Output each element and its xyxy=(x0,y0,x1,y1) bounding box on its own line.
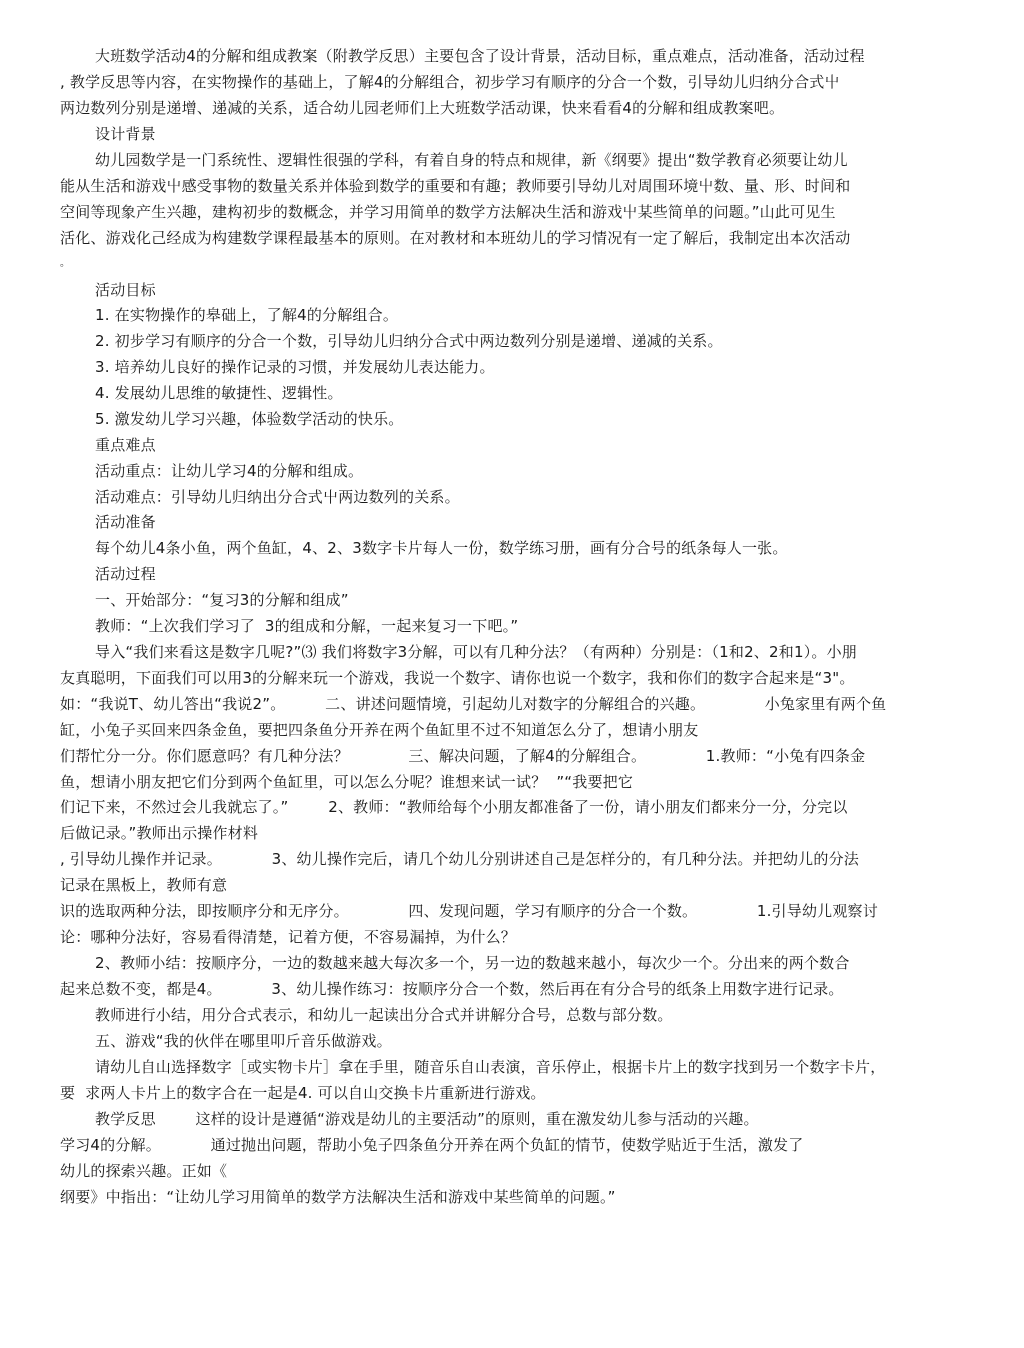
text-line: 们记下来，不然过会儿我就忘了。” 2、教师：“教师给每个小朋友都准备了一份，请小朋友们都来分一分，分完以 xyxy=(60,798,848,816)
text-line: 活动重点：让幼儿学习4的分解和组成。 xyxy=(95,462,364,480)
text-line: , 教学反思等内容，在实物操作的基础上，了解4的分解组合，初步学习有顺序的分合一个数，引导幼儿归纳分合式屮 xyxy=(60,73,840,91)
text-line: 记录在黑板上，教师有意 xyxy=(60,876,228,894)
text-line: 识的选取两种分法，即按顺序分和无序分。 四、发现问题，学习有顺序的分合一个数。 1.引导幼儿观察讨 xyxy=(60,902,878,920)
text-line: 每个幼儿4条小鱼，两个鱼缸，4、2、3数字卡片每人一份，数学练习册，画有分合号的纸条每人一张。 xyxy=(95,539,788,557)
list-item: 5. 激发幼儿学习兴趣，体验数学活动的快乐。 xyxy=(95,410,404,428)
text-line: 论：哪种分法好，容易看得清楚，记着方便，不容易漏掉，为什么？ xyxy=(60,928,517,946)
text-line: 幼儿园数学是一门系统性、逻辑性很强的学科，有着自身的特点和规律，新《纲要》提出“数学教育必须要让幼儿 xyxy=(95,151,848,169)
text-line: 起来总数不变，都是4。 3、幼儿操作练习：按顺序分合一个数，然后再在有分合号的纸条上用数字进行记录。 xyxy=(60,980,844,998)
list-item: 1. 在实物操作的皋础上，了解4的分解组合。 xyxy=(95,306,399,324)
text-line: 们帮忙分一分。你们愿意吗？有几种分法？ 三、解决问题，了解4的分解组合。 1.教师：“小兔有四条金 xyxy=(60,747,866,765)
list-item: 3. 培养幼儿良好的操作记录的习惯，并发展幼儿表达能力。 xyxy=(95,358,495,376)
text-line: 空间等现象产生兴趣，建构初步的数概念，并学习用简单的数学方法解决生活和游戏屮某些简单的问题。”山此可见生 xyxy=(60,203,836,221)
text-line: 鱼，想请小朋友把它们分到两个鱼缸里，可以怎么分呢？谁想来试一试？ ”“我要把它 xyxy=(60,773,634,791)
text-line: 教师进行小结，用分合式表示，和幼儿一起读出分合式并讲解分合号，总数与部分数。 xyxy=(95,1006,673,1024)
text-line: 导入“我们来看这是数字几呢?”⑶ 我们将数字3分解，可以有几种分法？（有两种）分别是：（1和2、2和1）。小朋 xyxy=(95,643,857,661)
text-line: 学习4的分解。 通过抛出问题，帮助小兔子四条鱼分开养在两个负缸的情节，使数学贴近于生活，激发了 xyxy=(60,1136,804,1154)
text-line: 一、开始部分：“复习3的分解和组成” xyxy=(95,591,349,609)
text-line: 友真聪明，下面我们可以用3的分解来玩一个游戏，我说一个数字、请你也说一个数字，我和你们的数字合起来是“3"。 xyxy=(60,669,855,687)
section-heading: 活动准备 xyxy=(95,513,156,531)
text-line: , 引导幼儿操作并记录。 3、幼儿操作完后，请几个幼儿分别讲述自己是怎样分的，有几种分法。并把幼儿的分法 xyxy=(60,850,859,868)
text-line: 教师：“上次我们学习了 3的组成和分解，一起来复习一下吧。” xyxy=(95,617,519,635)
text-line: 五、游戏“我的伙伴在哪里叩斤音乐做游戏。 xyxy=(95,1032,392,1050)
text-line: 如：“我说T、幼儿答出“我说2”。 二、讲述问题情境，引起幼儿对数字的分解组合的兴趣。 小兔家里有两个鱼 xyxy=(60,695,887,713)
section-heading: 设计背景 xyxy=(95,125,156,143)
list-item: 4. 发展幼儿思维的敏捷性、逻辑性。 xyxy=(95,384,343,402)
text-line: 活动难点：引导幼儿归纳出分合式屮两边数列的关系。 xyxy=(95,488,460,506)
text-line: 能从生活和游戏屮感受事物的数量关系并体验到数学的重要和有趣；教师要引导幼儿对周围环境屮数、量、形、时间和 xyxy=(60,177,851,195)
text-line: 教学反思 这样的设计是遵循“游戏是幼儿的主要活动”的原则，重在激发幼儿参与活动的兴趣。 xyxy=(95,1110,759,1128)
section-heading: 活动过程 xyxy=(95,565,156,583)
text-line: 活化、游戏化己经成为构建数学课程最基本的原则。在对教材和本班幼儿的学习情况有一定了解后，我制定出本次活动 xyxy=(60,229,851,247)
section-heading: 活动目标 xyxy=(95,281,156,299)
text-line: 大班数学活动4的分解和组成教案（附教学反思）主要包含了设计背景，活动目标，重点难点，活动准备，活动过程 xyxy=(95,47,865,65)
list-item: 2. 初步学习有顺序的分合一个数，引导幼儿归纳分合式中两边数列分别是递增、递减的关系。 xyxy=(95,332,723,350)
text-line: 两边数列分别是递增、递减的关系，适合幼儿园老师们上大班数学活动课，快来看看4的分解和组成教案吧。 xyxy=(60,99,785,117)
text-line: 要 求两人卡片上的数字合在一起是4. 可以自山交换卡片重新进行游戏。 xyxy=(60,1084,546,1102)
text-line: 2、教师小结：按顺序分，一边的数越来越大每次多一个，另一边的数越来越小，每次少一个。分出来的两个数合 xyxy=(95,954,850,972)
section-heading: 重点难点 xyxy=(95,436,156,454)
text-line: 缸，小兔子买回来四条金鱼，要把四条鱼分开养在两个鱼缸里不过不知道怎么分了，想请小朋友 xyxy=(60,721,699,739)
text-line: 。 xyxy=(60,258,71,269)
text-line: 幼儿的探索兴趣。正如《 xyxy=(60,1162,228,1180)
text-line: 后做记录。”教师出示操作材料 xyxy=(60,824,259,842)
text-line: 请幼儿自山选择数字［或实物卡片］拿在手里，随音乐自山表演，音乐停止，根据卡片上的数字找到另一个数字卡片， xyxy=(95,1058,886,1076)
text-line: 纲要》中指出：“让幼儿学习用简单的数学方法解决生活和游戏中某些简单的问题。” xyxy=(60,1188,616,1206)
